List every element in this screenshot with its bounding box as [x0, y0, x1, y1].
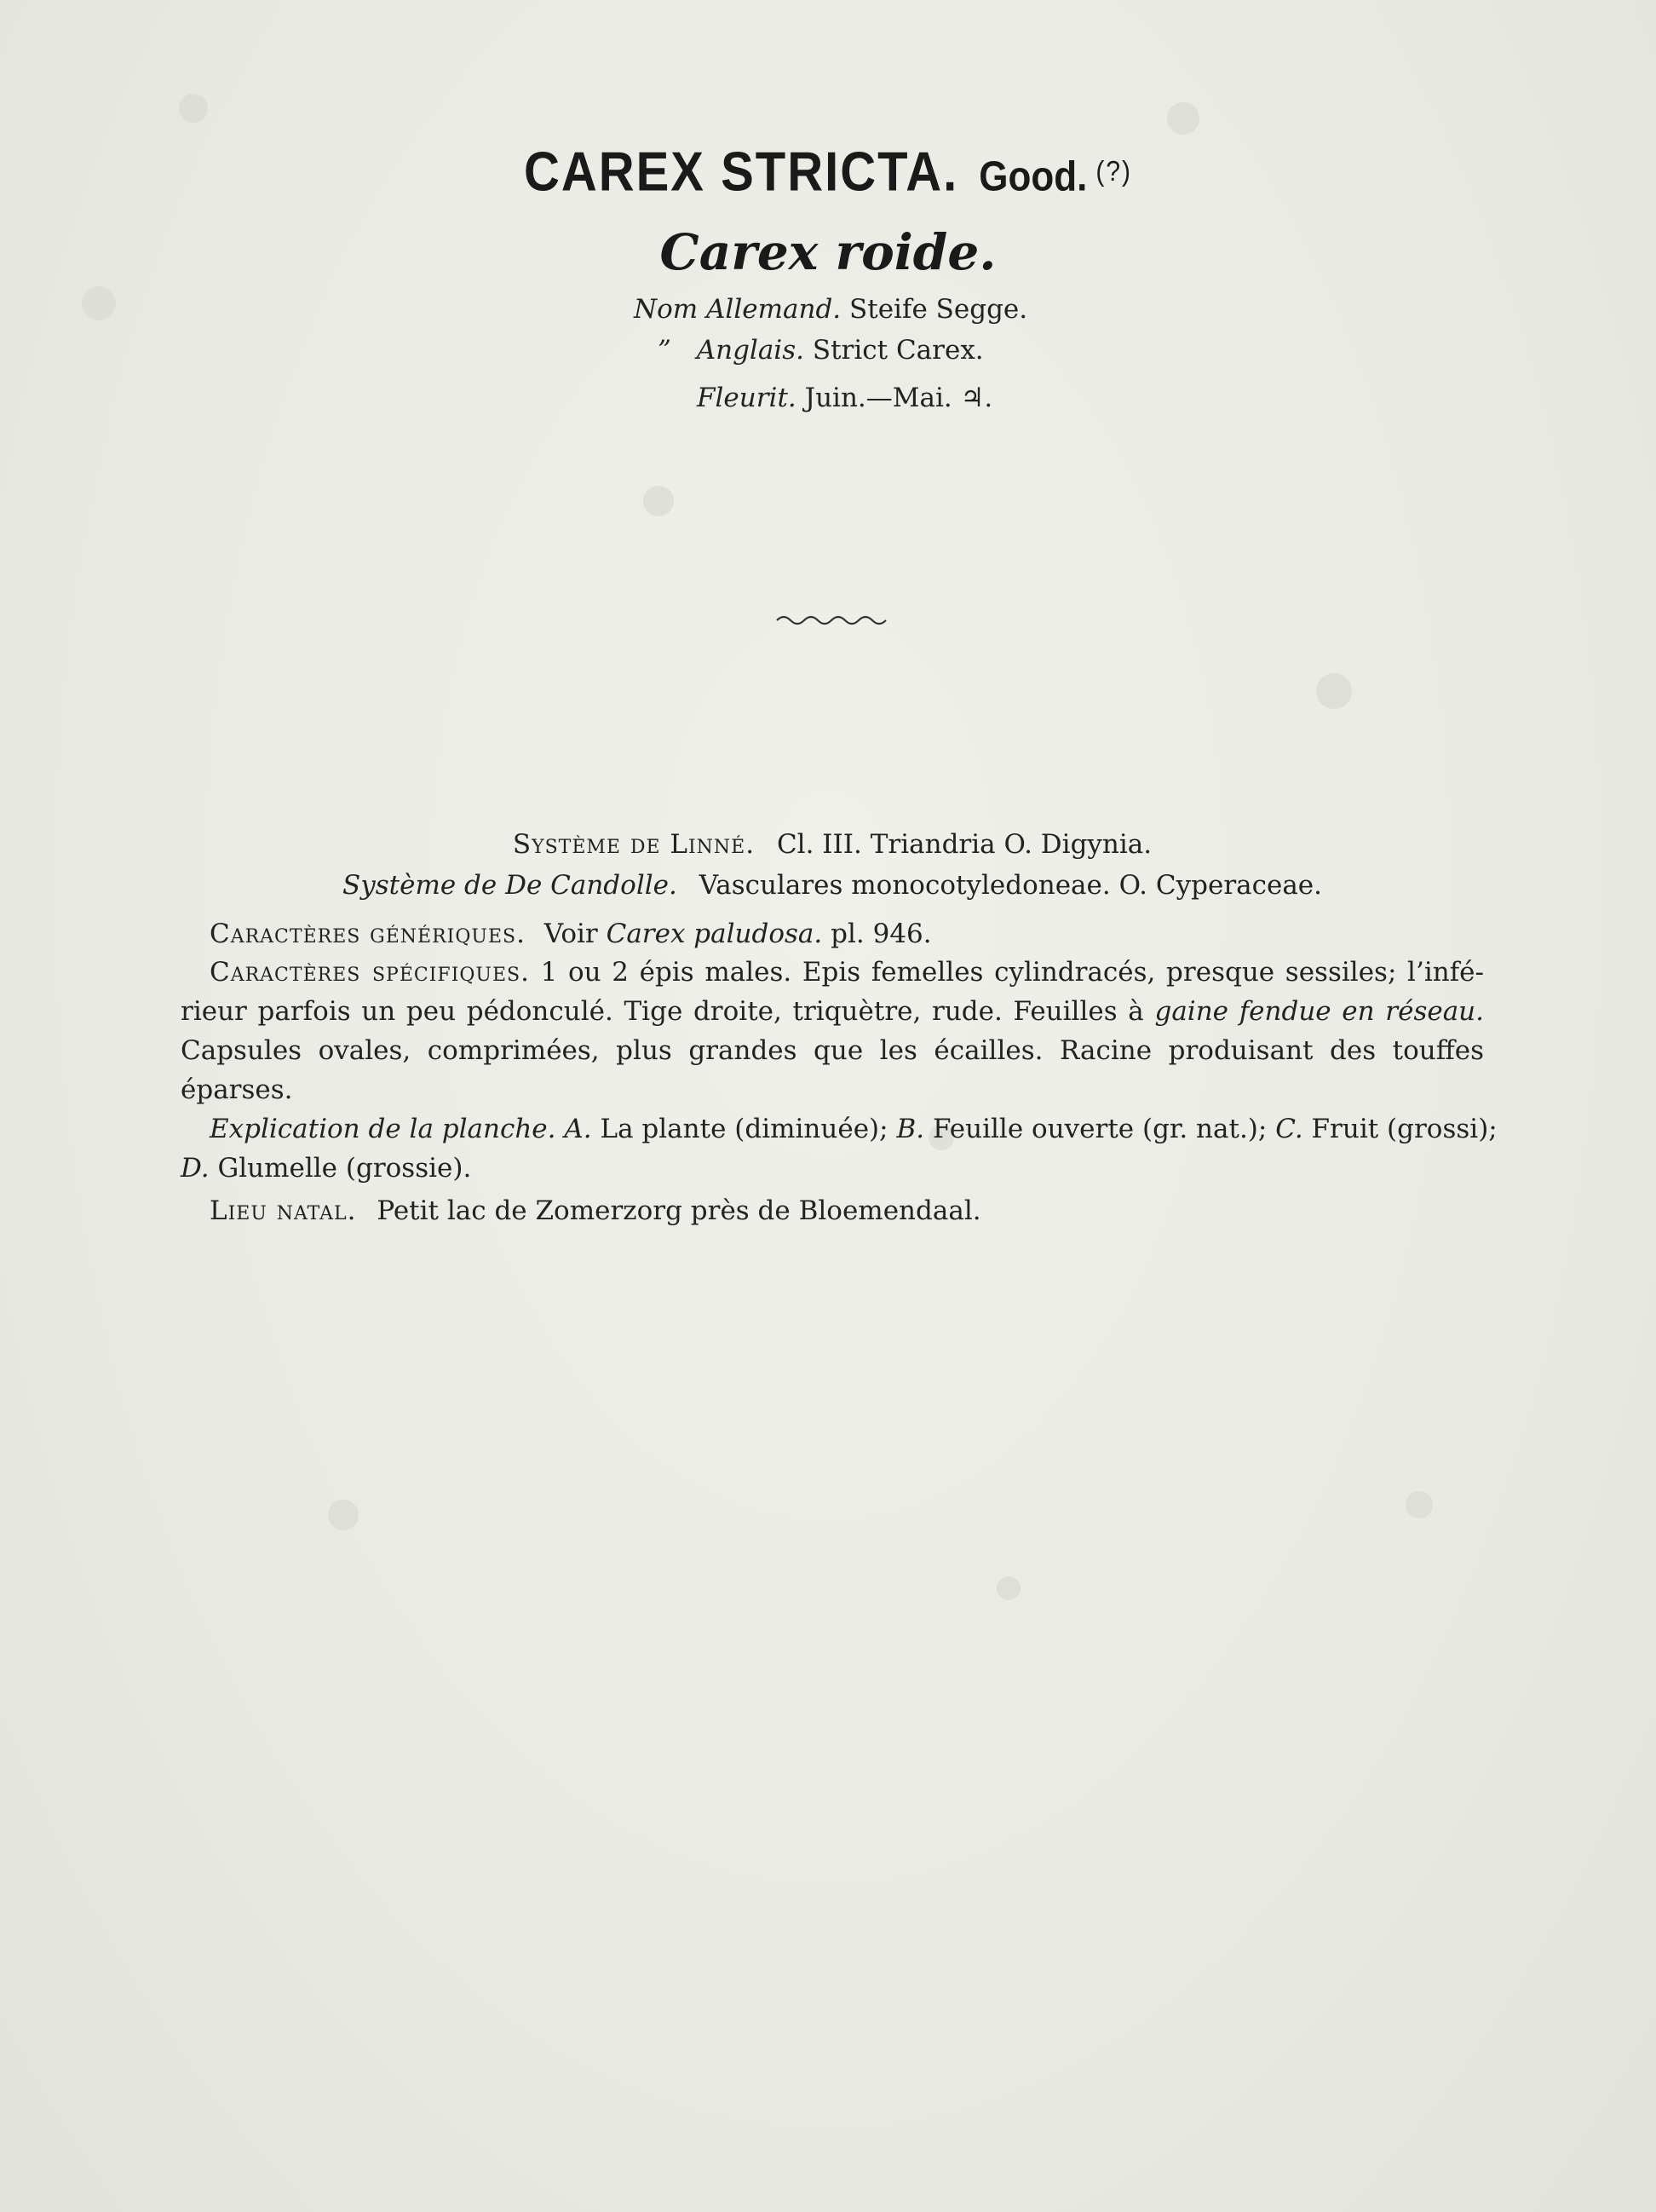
specifiques-label: Caractères spécifiques. [210, 957, 530, 988]
german-label: Nom Allemand. [634, 294, 842, 325]
expl-b-letter: B. [896, 1114, 925, 1144]
specifiques-text-3: Capsules ovales, comprimées, plus grandes que les écailles. Racine produisant des touffes [181, 1035, 1484, 1066]
explication-line-1 [210, 1109, 1498, 1149]
generiques-label: Caractères génériques. [210, 919, 526, 949]
expl-c-text: Fruit (grossi); [1311, 1114, 1498, 1144]
page-title [0, 140, 1656, 204]
paper-spot [1406, 1491, 1433, 1518]
specifiques-line-2 [181, 992, 1484, 1032]
german-value: Steife Segge. [849, 294, 1028, 325]
expl-c-letter: C. [1275, 1114, 1303, 1144]
linne-value: Cl. III. Triandria O. Digynia. [776, 829, 1153, 860]
paper-spot [1316, 673, 1352, 709]
expl-d-text: Glumelle (grossie). [217, 1153, 472, 1184]
specifiques-text-2: rieur parfois un peu pédonculé. Tige droite, triquètre, rude. Feuilles à [181, 996, 1144, 1027]
expl-a-letter: A. [564, 1114, 592, 1144]
generiques-text: Voir [543, 919, 598, 949]
specifiques-line-1 [210, 953, 1484, 993]
lieu-value: Petit lac de Zomerzorg près de Bloemendaal. [377, 1195, 981, 1226]
specifiques-line-4 [181, 1070, 1484, 1110]
specifiques-line-3 [181, 1031, 1484, 1071]
paper-spot [179, 94, 208, 123]
expl-d-letter: D. [181, 1153, 210, 1184]
english-name-line [658, 335, 984, 366]
lieu-label: Lieu natal. [210, 1195, 357, 1226]
linne-line [181, 825, 1484, 865]
candolle-line [181, 866, 1484, 906]
generiques-ref: Carex paludosa. [606, 919, 823, 949]
paper-spot [643, 486, 674, 516]
paper-spot [1167, 102, 1199, 135]
french-name: Carex roide. [659, 223, 997, 281]
english-value: Strict Carex. [812, 335, 984, 366]
explication-label: Explication de la planche. [210, 1114, 556, 1144]
expl-b-text: Feuille ouverte (gr. nat.); [932, 1114, 1268, 1144]
paper-spot [997, 1576, 1021, 1600]
paper-spot [82, 286, 116, 320]
query-mark: (?) [1095, 156, 1133, 187]
specifiques-text-4: éparses. [181, 1074, 293, 1105]
flowering-label: Fleurit. [697, 383, 796, 413]
paper-spot [328, 1500, 359, 1530]
flowering-value: Juin.—Mai. ♃. [804, 383, 993, 413]
linne-label: Système de Linné. [512, 829, 756, 860]
species-name: CAREX STRICTA. [523, 141, 959, 203]
generiques-plate: pl. 946. [831, 919, 932, 949]
ditto-mark: ” [658, 335, 671, 366]
specifiques-emphasis: gaine fendue en réseau. [1154, 996, 1484, 1027]
lieu-line [210, 1191, 1487, 1231]
generiques-line [210, 914, 1487, 954]
candolle-value: Vasculares monocotyledoneae. O. Cyperaceae. [699, 870, 1323, 901]
explication-line-2 [181, 1149, 1484, 1189]
flowering-line [697, 383, 992, 413]
candolle-label: Système de De Candolle. [342, 870, 677, 901]
german-name-line [634, 294, 1027, 325]
author-abbrev: Good. [979, 153, 1088, 200]
expl-a-text: La plante (diminuée); [600, 1114, 888, 1144]
wavy-ornament [775, 607, 891, 632]
specifiques-text-1: 1 ou 2 épis males. Epis femelles cylindracés, presque sessiles; l’infé- [540, 957, 1484, 988]
english-label: Anglais. [696, 335, 804, 366]
